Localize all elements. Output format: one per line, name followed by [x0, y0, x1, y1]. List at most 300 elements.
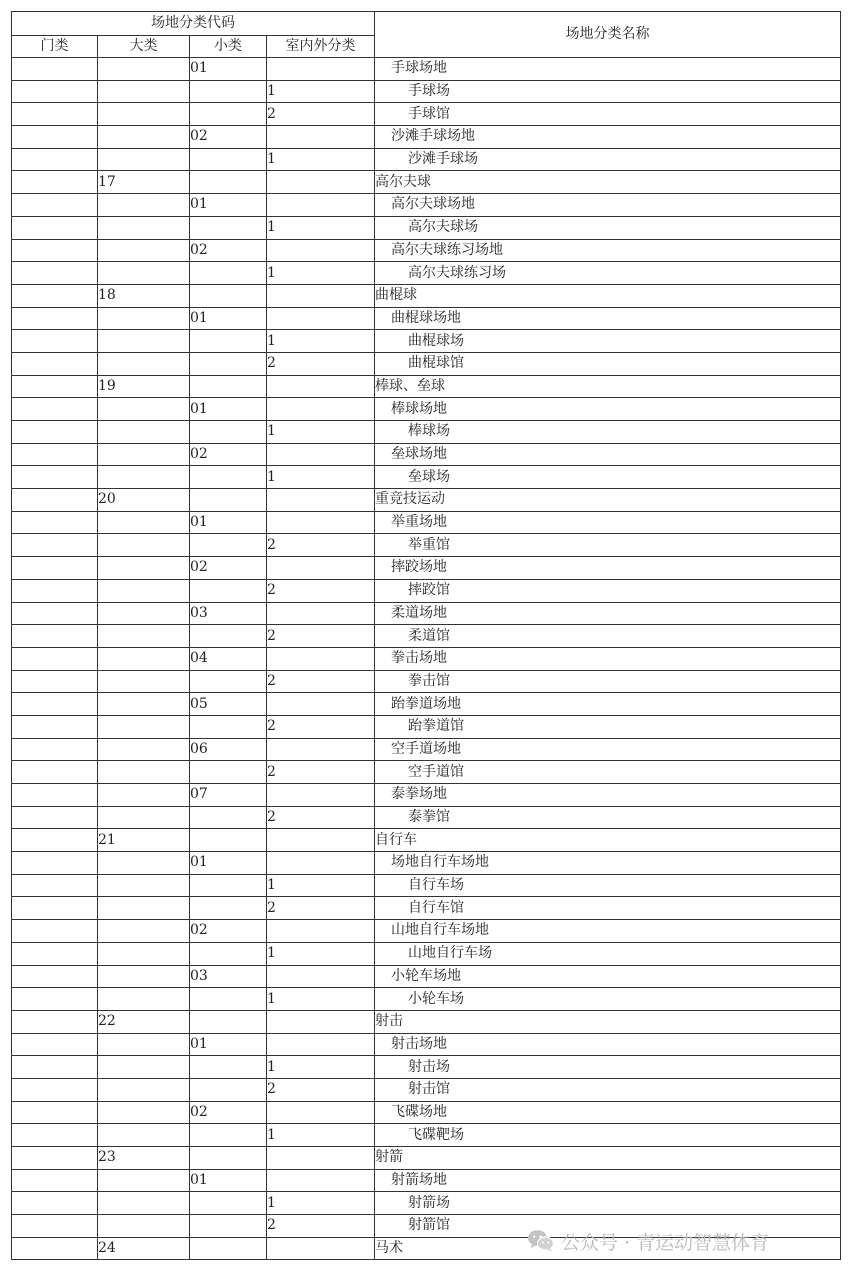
cell-men	[12, 920, 98, 943]
cell-inout: 2	[267, 625, 375, 648]
cell-da: 22	[98, 1010, 190, 1033]
cell-xiao	[190, 534, 267, 557]
cell-da	[98, 1169, 190, 1192]
cell-xiao	[190, 1078, 267, 1101]
cell-name: 山地自行车场	[375, 942, 841, 965]
cell-da	[98, 421, 190, 444]
cell-da	[98, 557, 190, 580]
table-row	[12, 897, 841, 920]
cell-da	[98, 58, 190, 81]
cell-inout	[267, 284, 375, 307]
cell-men	[12, 1101, 98, 1124]
cell-xiao	[190, 897, 267, 920]
table-body	[12, 58, 841, 1260]
table-row	[12, 307, 841, 330]
cell-men	[12, 534, 98, 557]
cell-xiao: 01	[190, 852, 267, 875]
cell-xiao	[190, 262, 267, 285]
cell-da	[98, 738, 190, 761]
cell-xiao	[190, 988, 267, 1011]
cell-xiao	[190, 1192, 267, 1215]
cell-xiao: 02	[190, 126, 267, 149]
cell-men	[12, 239, 98, 262]
header-xiao: 小类	[190, 36, 267, 58]
cell-men	[12, 1192, 98, 1215]
cell-men	[12, 670, 98, 693]
cell-xiao	[190, 1147, 267, 1170]
table-row	[12, 352, 841, 375]
cell-name: 射击场地	[375, 1033, 841, 1056]
cell-xiao	[190, 148, 267, 171]
cell-inout: 1	[267, 216, 375, 239]
cell-men	[12, 58, 98, 81]
table-row	[12, 1101, 841, 1124]
cell-men	[12, 126, 98, 149]
cell-name: 棒球场	[375, 421, 841, 444]
table-row	[12, 511, 841, 534]
cell-da	[98, 920, 190, 943]
cell-inout: 2	[267, 806, 375, 829]
cell-name: 摔跤场地	[375, 557, 841, 580]
cell-xiao	[190, 489, 267, 512]
table-row	[12, 874, 841, 897]
cell-name: 泰拳场地	[375, 784, 841, 807]
cell-men	[12, 852, 98, 875]
cell-xiao	[190, 761, 267, 784]
cell-name: 飞碟靶场	[375, 1124, 841, 1147]
cell-men	[12, 375, 98, 398]
cell-inout	[267, 1237, 375, 1260]
cell-name: 柔道馆	[375, 625, 841, 648]
table-row	[12, 58, 841, 81]
cell-xiao	[190, 171, 267, 194]
cell-inout	[267, 852, 375, 875]
cell-da	[98, 715, 190, 738]
cell-da: 17	[98, 171, 190, 194]
cell-men	[12, 421, 98, 444]
venue-classification-table	[11, 11, 841, 1260]
cell-xiao	[190, 330, 267, 353]
cell-da	[98, 1215, 190, 1238]
cell-da	[98, 852, 190, 875]
cell-inout: 2	[267, 103, 375, 126]
cell-men	[12, 194, 98, 217]
table-row	[12, 80, 841, 103]
cell-da	[98, 398, 190, 421]
cell-men	[12, 1124, 98, 1147]
cell-inout: 2	[267, 715, 375, 738]
cell-da	[98, 897, 190, 920]
table-row	[12, 262, 841, 285]
cell-inout	[267, 738, 375, 761]
cell-name: 跆拳道场地	[375, 693, 841, 716]
cell-name: 高尔夫球	[375, 171, 841, 194]
cell-men	[12, 489, 98, 512]
table-row	[12, 1124, 841, 1147]
cell-men	[12, 761, 98, 784]
cell-men	[12, 1010, 98, 1033]
table-row	[12, 330, 841, 353]
cell-da: 19	[98, 375, 190, 398]
cell-men	[12, 693, 98, 716]
table-row	[12, 806, 841, 829]
cell-da	[98, 330, 190, 353]
table-row	[12, 647, 841, 670]
cell-men	[12, 103, 98, 126]
cell-xiao	[190, 670, 267, 693]
cell-da	[98, 988, 190, 1011]
cell-xiao	[190, 352, 267, 375]
cell-men	[12, 148, 98, 171]
cell-xiao: 02	[190, 443, 267, 466]
cell-inout: 2	[267, 897, 375, 920]
cell-inout	[267, 1101, 375, 1124]
cell-name: 射箭场	[375, 1192, 841, 1215]
cell-name: 举重馆	[375, 534, 841, 557]
cell-men	[12, 557, 98, 580]
cell-xiao	[190, 1237, 267, 1260]
cell-inout	[267, 784, 375, 807]
cell-da: 21	[98, 829, 190, 852]
cell-name: 山地自行车场地	[375, 920, 841, 943]
cell-name: 射箭	[375, 1147, 841, 1170]
cell-name: 小轮车场地	[375, 965, 841, 988]
watermark-text: 公众号 · 青运动智慧体育	[561, 1231, 770, 1254]
cell-da	[98, 874, 190, 897]
table-row	[12, 829, 841, 852]
table-row	[12, 1056, 841, 1079]
table-row	[12, 216, 841, 239]
cell-men	[12, 602, 98, 625]
table-row	[12, 625, 841, 648]
cell-inout: 1	[267, 262, 375, 285]
cell-inout	[267, 557, 375, 580]
cell-men	[12, 171, 98, 194]
cell-xiao	[190, 829, 267, 852]
cell-xiao	[190, 874, 267, 897]
header-men: 门类	[12, 36, 98, 58]
cell-name: 高尔夫球场地	[375, 194, 841, 217]
cell-name: 曲棍球场地	[375, 307, 841, 330]
cell-da	[98, 1033, 190, 1056]
table-row	[12, 1010, 841, 1033]
cell-da	[98, 1056, 190, 1079]
cell-name: 空手道场地	[375, 738, 841, 761]
cell-name: 泰拳馆	[375, 806, 841, 829]
cell-inout	[267, 511, 375, 534]
cell-men	[12, 988, 98, 1011]
table-row	[12, 421, 841, 444]
cell-xiao: 02	[190, 920, 267, 943]
cell-da	[98, 443, 190, 466]
cell-xiao	[190, 942, 267, 965]
cell-xiao	[190, 579, 267, 602]
table-row	[12, 443, 841, 466]
cell-da	[98, 466, 190, 489]
cell-men	[12, 216, 98, 239]
table-row	[12, 398, 841, 421]
cell-inout: 1	[267, 874, 375, 897]
cell-xiao: 02	[190, 239, 267, 262]
table-row	[12, 693, 841, 716]
cell-name: 射箭馆	[375, 1215, 841, 1238]
table-row	[12, 1078, 841, 1101]
cell-inout	[267, 1169, 375, 1192]
cell-xiao: 01	[190, 58, 267, 81]
table-row	[12, 1147, 841, 1170]
table-row	[12, 126, 841, 149]
table-row	[12, 942, 841, 965]
cell-da	[98, 534, 190, 557]
cell-name: 沙滩手球场	[375, 148, 841, 171]
cell-men	[12, 1169, 98, 1192]
header-inout: 室内外分类	[267, 36, 375, 58]
cell-inout	[267, 58, 375, 81]
cell-inout	[267, 489, 375, 512]
cell-name: 自行车场	[375, 874, 841, 897]
cell-da	[98, 126, 190, 149]
cell-da	[98, 693, 190, 716]
cell-men	[12, 829, 98, 852]
cell-xiao	[190, 625, 267, 648]
cell-men	[12, 625, 98, 648]
table-row	[12, 534, 841, 557]
cell-name: 曲棍球场	[375, 330, 841, 353]
cell-xiao	[190, 421, 267, 444]
cell-da	[98, 194, 190, 217]
cell-name: 曲棍球	[375, 284, 841, 307]
table-row	[12, 171, 841, 194]
cell-da	[98, 103, 190, 126]
table-row	[12, 784, 841, 807]
cell-xiao	[190, 103, 267, 126]
cell-xiao	[190, 1124, 267, 1147]
cell-name: 高尔夫球练习场	[375, 262, 841, 285]
cell-xiao	[190, 375, 267, 398]
cell-xiao: 01	[190, 307, 267, 330]
cell-da	[98, 216, 190, 239]
cell-men	[12, 874, 98, 897]
header-name: 场地分类名称	[375, 12, 841, 58]
cell-name: 自行车	[375, 829, 841, 852]
cell-name: 手球馆	[375, 103, 841, 126]
cell-men	[12, 80, 98, 103]
cell-name: 沙滩手球场地	[375, 126, 841, 149]
wechat-icon	[527, 1229, 555, 1253]
cell-men	[12, 1078, 98, 1101]
cell-xiao	[190, 1215, 267, 1238]
cell-xiao: 01	[190, 511, 267, 534]
cell-xiao: 02	[190, 557, 267, 580]
cell-inout: 1	[267, 1056, 375, 1079]
cell-da	[98, 784, 190, 807]
table-row	[12, 602, 841, 625]
cell-inout	[267, 602, 375, 625]
cell-xiao: 06	[190, 738, 267, 761]
cell-men	[12, 738, 98, 761]
table-row	[12, 557, 841, 580]
cell-inout	[267, 647, 375, 670]
cell-men	[12, 1033, 98, 1056]
cell-inout: 1	[267, 988, 375, 1011]
cell-men	[12, 579, 98, 602]
cell-men	[12, 897, 98, 920]
cell-inout: 1	[267, 1192, 375, 1215]
cell-inout	[267, 1010, 375, 1033]
cell-inout	[267, 1033, 375, 1056]
cell-da	[98, 942, 190, 965]
table-row	[12, 239, 841, 262]
table-row	[12, 103, 841, 126]
cell-name: 重竞技运动	[375, 489, 841, 512]
cell-da: 24	[98, 1237, 190, 1260]
header-group-code: 场地分类代码	[12, 12, 375, 36]
cell-men	[12, 1147, 98, 1170]
cell-name: 射箭场地	[375, 1169, 841, 1192]
cell-da	[98, 670, 190, 693]
table-row	[12, 284, 841, 307]
cell-inout	[267, 307, 375, 330]
cell-name: 举重场地	[375, 511, 841, 534]
cell-inout: 2	[267, 534, 375, 557]
watermark	[527, 1228, 769, 1254]
cell-xiao: 07	[190, 784, 267, 807]
cell-xiao	[190, 466, 267, 489]
cell-inout: 1	[267, 1124, 375, 1147]
cell-inout	[267, 1147, 375, 1170]
cell-inout	[267, 194, 375, 217]
cell-da	[98, 1078, 190, 1101]
cell-inout: 2	[267, 761, 375, 784]
cell-men	[12, 965, 98, 988]
cell-men	[12, 284, 98, 307]
cell-name: 摔跤馆	[375, 579, 841, 602]
cell-xiao	[190, 715, 267, 738]
cell-inout: 1	[267, 421, 375, 444]
table-row	[12, 965, 841, 988]
cell-name: 曲棍球馆	[375, 352, 841, 375]
cell-name: 棒球、垒球	[375, 375, 841, 398]
cell-da	[98, 602, 190, 625]
cell-da	[98, 511, 190, 534]
cell-da	[98, 239, 190, 262]
cell-name: 垒球场地	[375, 443, 841, 466]
cell-da	[98, 1124, 190, 1147]
cell-name: 小轮车场	[375, 988, 841, 1011]
cell-name: 柔道场地	[375, 602, 841, 625]
cell-xiao: 01	[190, 194, 267, 217]
cell-inout: 1	[267, 148, 375, 171]
cell-men	[12, 307, 98, 330]
cell-da: 18	[98, 284, 190, 307]
cell-da	[98, 80, 190, 103]
cell-inout: 2	[267, 670, 375, 693]
cell-men	[12, 1237, 98, 1260]
cell-da	[98, 965, 190, 988]
cell-name: 手球场	[375, 80, 841, 103]
table-row	[12, 148, 841, 171]
cell-da	[98, 579, 190, 602]
table-row	[12, 194, 841, 217]
cell-name: 射击	[375, 1010, 841, 1033]
cell-da: 20	[98, 489, 190, 512]
cell-men	[12, 398, 98, 421]
cell-inout: 2	[267, 579, 375, 602]
cell-inout	[267, 829, 375, 852]
cell-men	[12, 942, 98, 965]
cell-xiao: 05	[190, 693, 267, 716]
cell-da	[98, 307, 190, 330]
cell-da	[98, 761, 190, 784]
cell-da	[98, 148, 190, 171]
table-row	[12, 1033, 841, 1056]
header-da: 大类	[98, 36, 190, 58]
cell-inout	[267, 965, 375, 988]
table-row	[12, 852, 841, 875]
cell-name: 马术	[375, 1237, 841, 1260]
cell-xiao: 03	[190, 965, 267, 988]
cell-da	[98, 647, 190, 670]
cell-name: 拳击场地	[375, 647, 841, 670]
cell-xiao: 01	[190, 1033, 267, 1056]
cell-xiao: 03	[190, 602, 267, 625]
table-row	[12, 375, 841, 398]
cell-name: 射击场	[375, 1056, 841, 1079]
cell-inout: 1	[267, 942, 375, 965]
cell-xiao: 02	[190, 1101, 267, 1124]
cell-inout	[267, 126, 375, 149]
cell-men	[12, 715, 98, 738]
cell-da	[98, 352, 190, 375]
cell-name: 手球场地	[375, 58, 841, 81]
cell-xiao	[190, 216, 267, 239]
cell-da	[98, 262, 190, 285]
table-row	[12, 1169, 841, 1192]
cell-name: 飞碟场地	[375, 1101, 841, 1124]
cell-name: 场地自行车场地	[375, 852, 841, 875]
cell-xiao: 04	[190, 647, 267, 670]
cell-men	[12, 647, 98, 670]
table-row	[12, 761, 841, 784]
cell-men	[12, 443, 98, 466]
cell-inout	[267, 171, 375, 194]
cell-inout: 1	[267, 80, 375, 103]
table-row	[12, 715, 841, 738]
cell-inout	[267, 398, 375, 421]
cell-name: 跆拳道馆	[375, 715, 841, 738]
cell-inout: 1	[267, 330, 375, 353]
cell-inout	[267, 693, 375, 716]
table-row	[12, 988, 841, 1011]
cell-xiao	[190, 1010, 267, 1033]
cell-name: 高尔夫球练习场地	[375, 239, 841, 262]
cell-men	[12, 511, 98, 534]
cell-name: 高尔夫球场	[375, 216, 841, 239]
cell-xiao	[190, 1056, 267, 1079]
cell-inout	[267, 920, 375, 943]
cell-men	[12, 262, 98, 285]
cell-inout: 2	[267, 352, 375, 375]
cell-name: 拳击馆	[375, 670, 841, 693]
cell-xiao: 01	[190, 398, 267, 421]
cell-inout: 2	[267, 1078, 375, 1101]
cell-men	[12, 784, 98, 807]
cell-name: 垒球场	[375, 466, 841, 489]
cell-inout	[267, 443, 375, 466]
cell-name: 射击馆	[375, 1078, 841, 1101]
cell-da	[98, 625, 190, 648]
cell-xiao	[190, 80, 267, 103]
